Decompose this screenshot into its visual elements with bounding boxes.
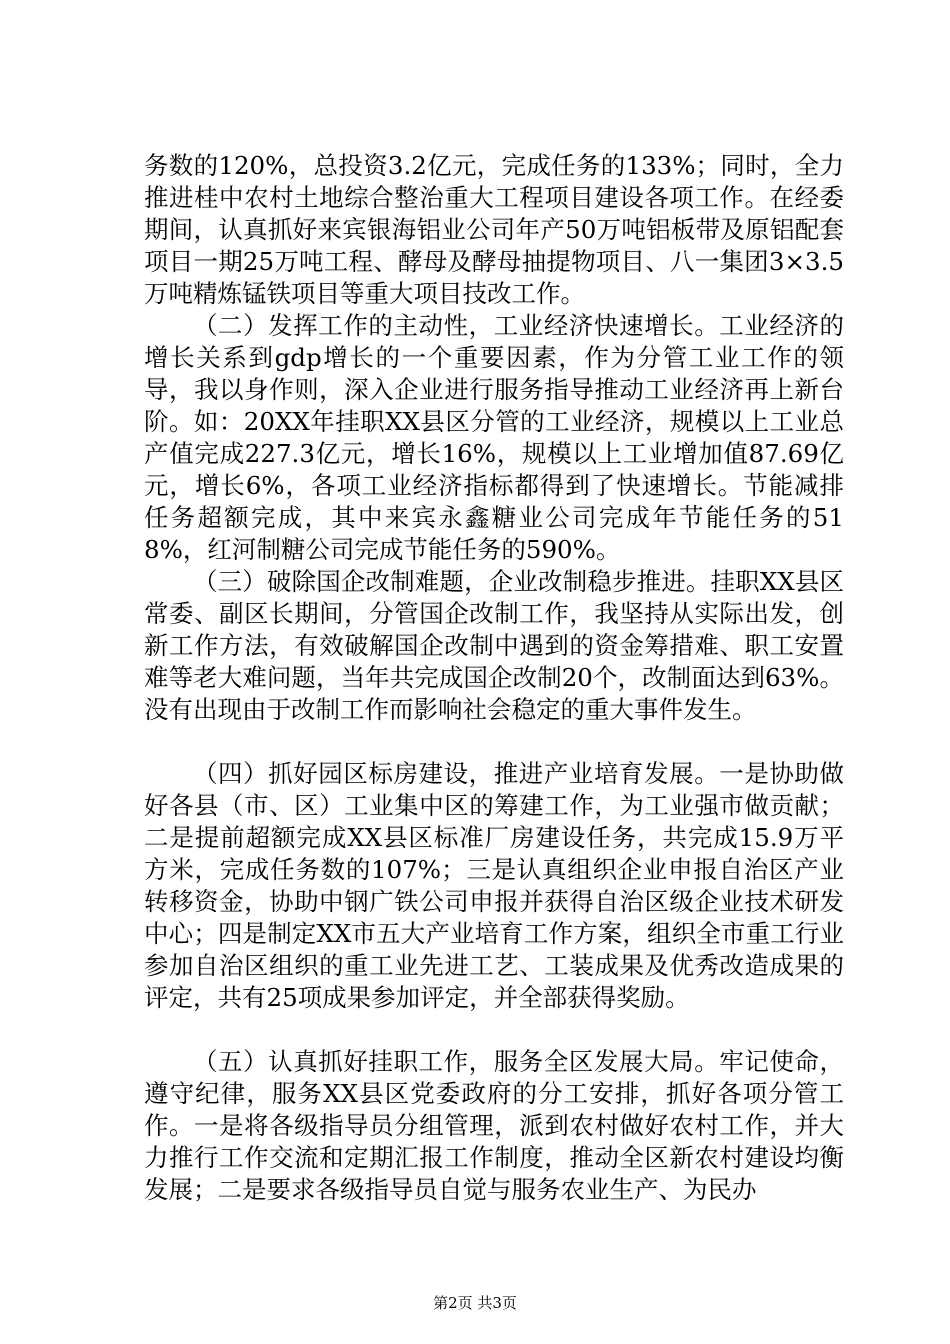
paragraph-section-5: （五）认真抓好挂职工作，服务全区发展大局。牢记使命，遵守纪律，服务XX县区党委政府的分工安排，抓好各项分管工作。一是将各级指导员分组管理，派到农村做好农村工作，并大力推行工作交流和定期汇报工作制度，推动全区新农村建设均衡发展；二是要求各级指导员自觉与服务农业生产、为民办	[144, 1047, 844, 1204]
paragraph-continuation: 务数的120%，总投资3.2亿元，完成任务的133%；同时，全力推进桂中农村土地综合整治重大工程项目建设各项工作。在经委期间，认真抓好来宾银海铝业公司年产50万吨铝板带及原铝配套项目一期25万吨工程、酵母及酵母抽提物项目、八一集团3×3.5万吨精炼锰铁项目等重大项目技改工作。	[144, 151, 844, 308]
paragraph-section-2: （二）发挥工作的主动性，工业经济快速增长。工业经济的增长关系到gdp增长的一个重要因素，作为分管工业工作的领导，我以身作则，深入企业进行服务指导推动工业经济再上新台阶。如：20XX年挂职XX县区分管的工业经济，规模以上工业总产值完成227.3亿元，增长16%，规模以上工业增加值87.69亿元，增长6%，各项工业经济指标都得到了快速增长。节能减排任务超额完成，其中来宾永鑫糖业公司完成年节能任务的518%，红河制糖公司完成节能任务的590%。	[144, 311, 844, 564]
paragraph-section-4: （四）抓好园区标房建设，推进产业培育发展。一是协助做好各县（市、区）工业集中区的筹建工作，为工业强市做贡献；二是提前超额完成XX县区标准厂房建设任务，共完成15.9万平方米，完成任务数的107%；三是认真组织企业申报自治区产业转移资金，协助中钢广铁公司申报并获得自治区级企业技术研发中心；四是制定XX市五大产业培育工作方案，组织全市重工行业参加自治区组织的重工业先进工艺、工装成果及优秀改造成果的评定，共有25项成果参加评定，并全部获得奖励。	[144, 759, 844, 1012]
document-body	[144, 150, 844, 1206]
paragraph-section-3: （三）破除国企改制难题，企业改制稳步推进。挂职XX县区常委、副区长期间，分管国企改制工作，我坚持从实际出发，创新工作方法，有效破解国企改制中遇到的资金筹措难、职工安置难等老大难问题，当年共完成国企改制20个，改制面达到63%。没有出现由于改制工作而影响社会稳定的重大事件发生。	[144, 567, 844, 724]
page-footer: 第2页 共3页	[433, 1294, 517, 1312]
